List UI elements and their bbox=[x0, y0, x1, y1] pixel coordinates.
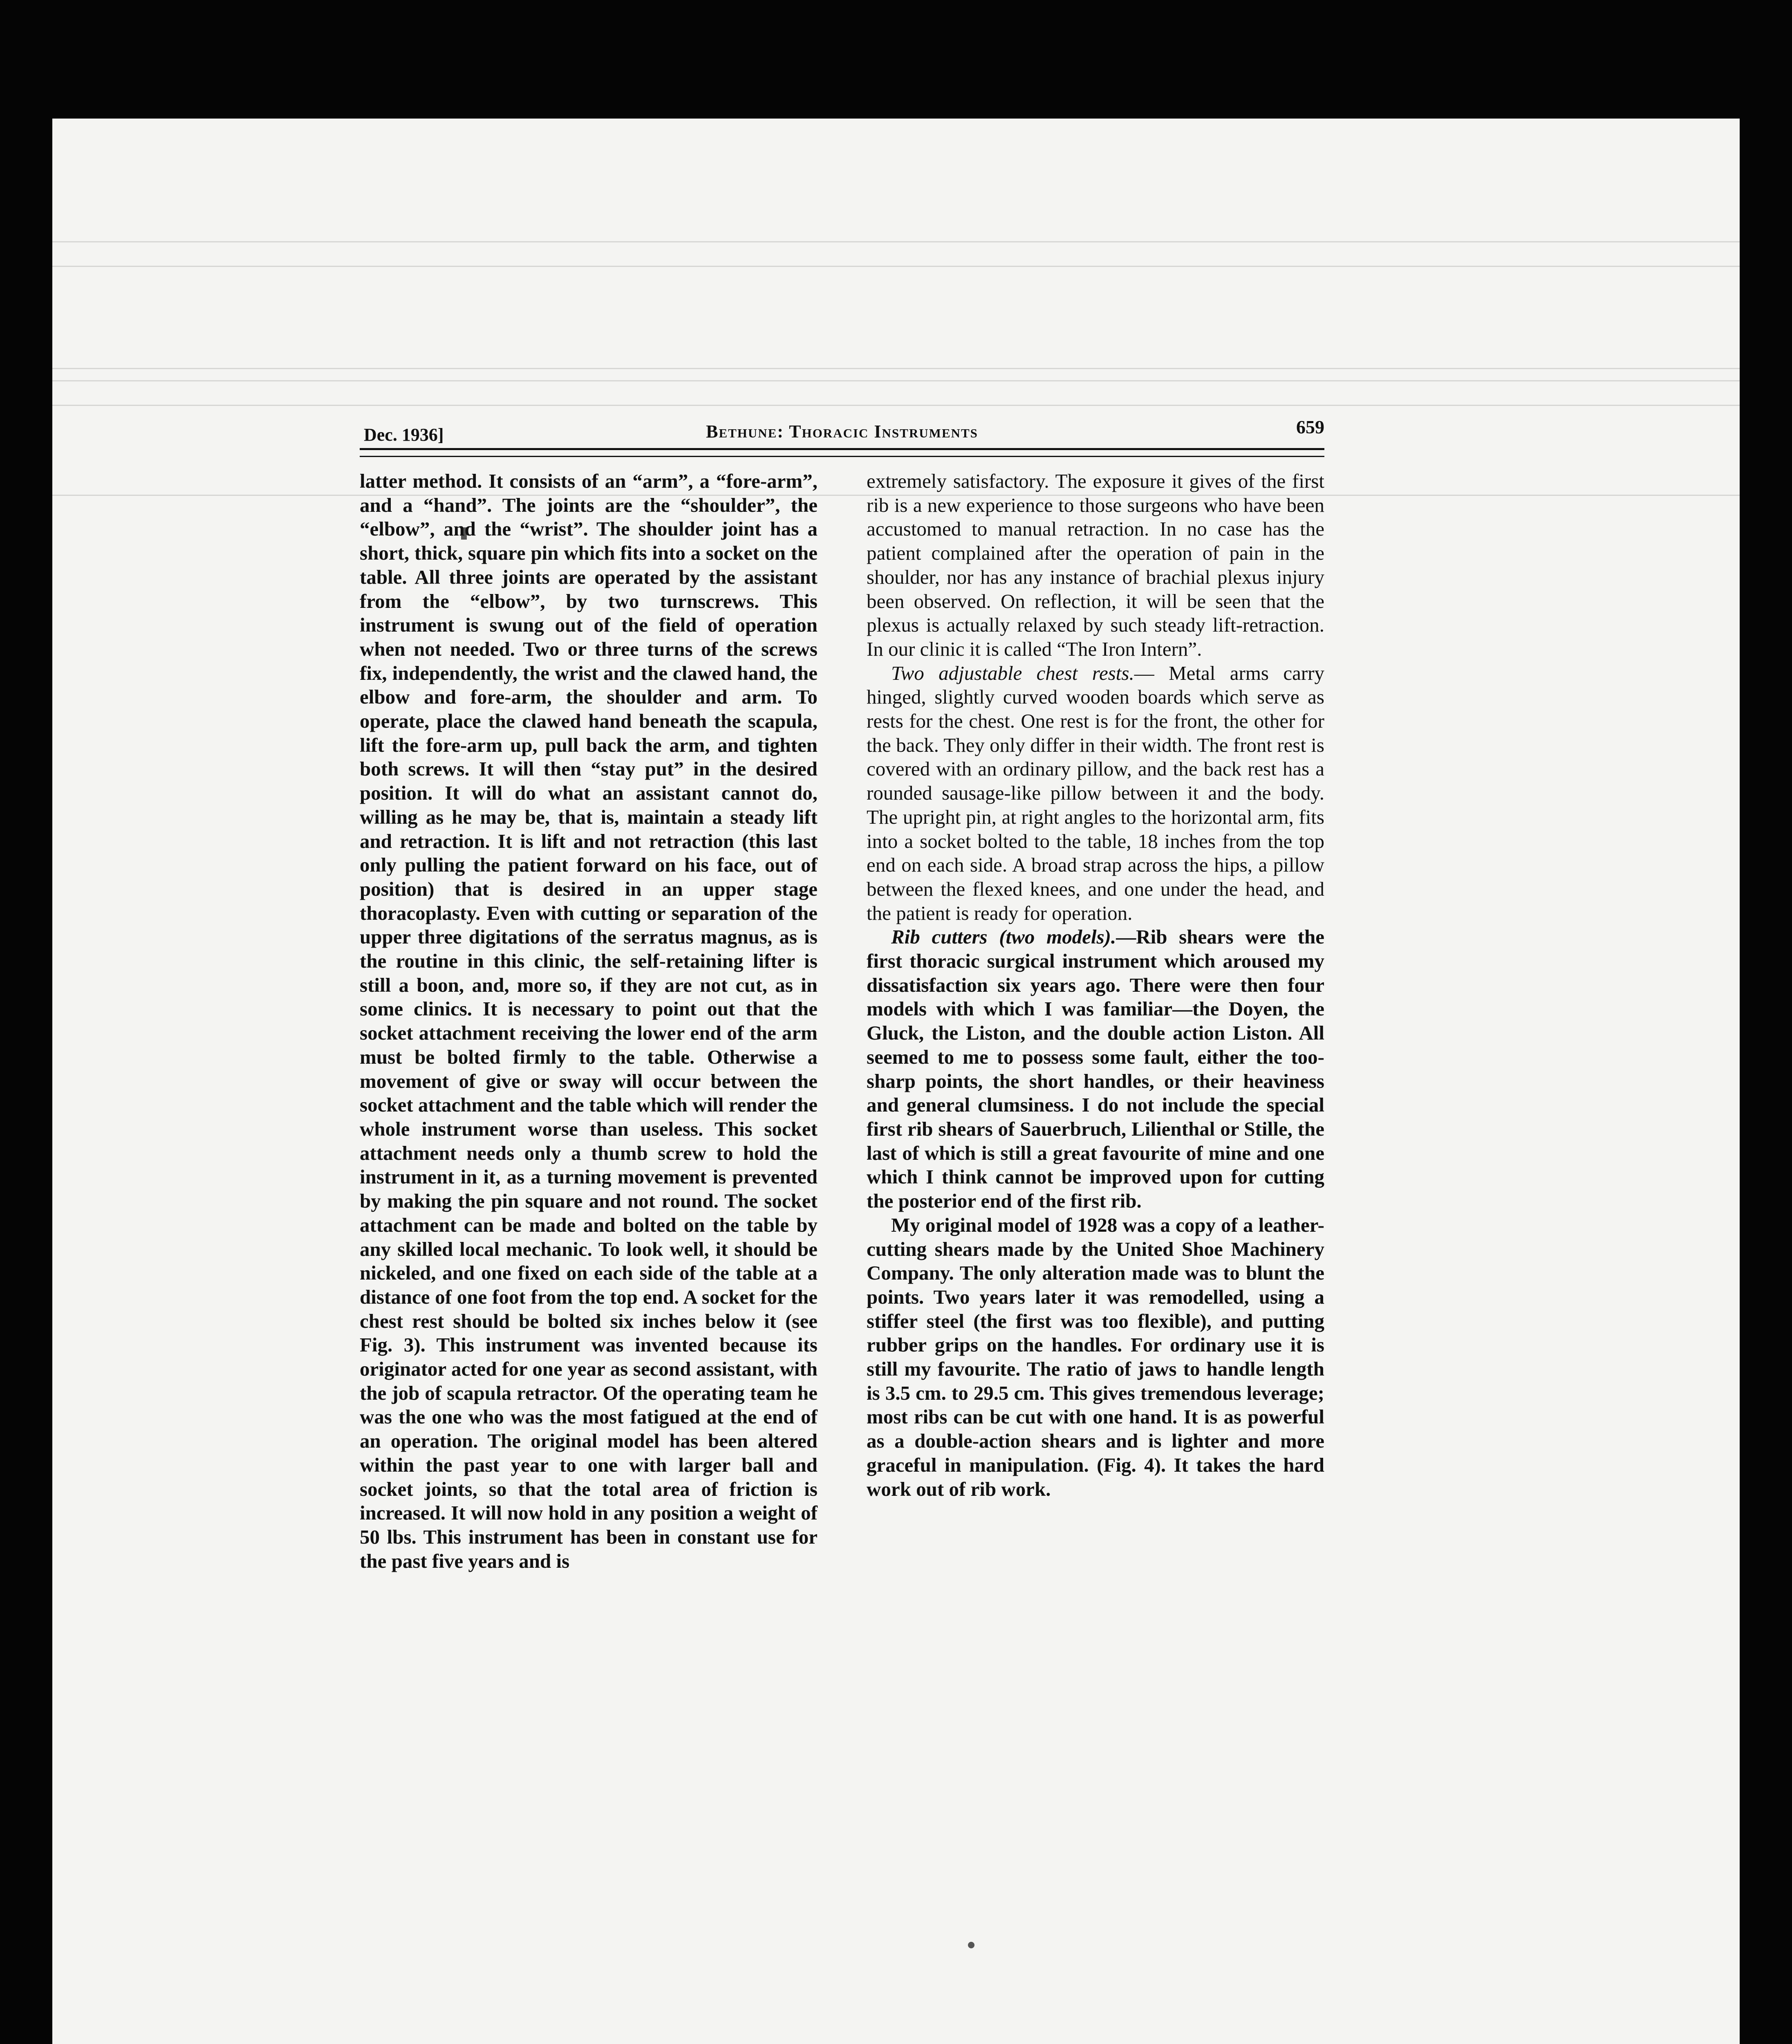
right-paragraph-3 bbox=[867, 925, 1324, 1213]
ink-speck bbox=[968, 1942, 974, 1948]
header-rule bbox=[360, 448, 1324, 457]
scan-artifact-line bbox=[52, 241, 1740, 242]
running-header bbox=[360, 413, 1324, 446]
scan-artifact-line bbox=[52, 405, 1740, 406]
page-number: 659 bbox=[1296, 417, 1324, 437]
journal-page bbox=[360, 413, 1324, 1572]
left-column bbox=[360, 469, 818, 1573]
header-date: Dec. 1936] bbox=[364, 425, 444, 445]
right-column bbox=[867, 469, 1324, 1501]
right-paragraph-2 bbox=[867, 661, 1324, 926]
rib-cutters-text: —Rib shears were the first thoracic surgical instrument which aroused my dissatisfaction six years ago. There were then four models with which I was familiar—the Doyen, the Gluck, the Liston, and the double action Liston. All seemed to me to possess some fault, either the too-sharp points, the short handles, or their heaviness and general clumsiness. I do not include the special first rib shears of Sauerbruch, Lilienthal or Stille, the last of which is still a great favourite of mine and one which I think cannot be improved upon for cutting the posterior end of the first rib. bbox=[867, 926, 1324, 1213]
scan-artifact-line bbox=[52, 380, 1740, 381]
right-paragraph-1: extremely satisfactory. The exposure it gives of the first rib is a new experience to those surgeons who have been accustomed to manual retraction. In no case has the patient complained after the operation of pain in the shoulder, nor has any instance of brachial plexus injury been observed. On reflection, it will be seen that the plexus is actually relaxed by such steady lift-retraction. In our clinic it is called “The Iron Intern”. bbox=[867, 470, 1324, 660]
scan-artifact-line bbox=[52, 266, 1740, 267]
right-paragraph-4: My original model of 1928 was a copy of a leather-cutting shears made by the United Shoe Machinery Company. The only alteration made was to blunt the points. Two years later it was remodelled, using a stiffer steel (the first was too flexible), and putting rubber grips on the handles. For ordinary use it is still my favourite. The ratio of jaws to handle length is 3.5 cm. to 29.5 cm. This gives tremendous leverage; most ribs can be cut with one hand. It is as powerful as a double-action shears and is lighter and more graceful in manipulation. (Fig. 4). It takes the hard work out of rib work. bbox=[867, 1213, 1324, 1500]
rib-cutters-heading: Rib cutters (two models). bbox=[891, 926, 1116, 948]
header-title: Bethune: Thoracic Instruments bbox=[706, 421, 978, 442]
chest-rests-heading: Two adjustable chest rests. bbox=[891, 661, 1134, 684]
left-paragraph: latter method. It consists of an “arm”, a “fore-arm”, and a “hand”. The joints are the “shoulder”, the “elbow”, and the “wrist”. The shoulder joint has a short, thick, square pin which fits into a socket on the table. All three joints are operated by the assistant from the “elbow”, by two turnscrews. This instrument is swung out of the field of operation when not needed. Two or three turns of the screws fix, independently, the wrist and the clawed hand, the elbow and fore-arm, the shoulder and arm. To operate, place the clawed hand beneath the scapula, lift the fore-arm up, pull back the arm, and tighten both screws. It will then “stay put” in the desired position. It will do what an assistant cannot do, willing as he may be, that is, maintain a steady lift and retraction. It is lift and not retraction (this last only pulling the patient forward on his face, out of position) that is desired in an upper stage thoracoplasty. Even with cutting or separation of the upper three digitations of the serratus magnus, as is the routine in this clinic, the self-retaining lifter is still a boon, and, more so, if they are not cut, as in some clinics. It is necessary to point out that the socket attachment receiving the lower end of the arm must be bolted firmly to the table. Otherwise a movement of give or sway will occur between the socket attachment and the table which will render the whole instrument worse than useless. This socket attachment needs only a thumb screw to hold the instrument in it, as a turning movement is prevented by making the pin square and not round. The socket attachment can be made and bolted on the table by any skilled local mechanic. To look well, it should be nickeled, and one fixed on each side of the table at a distance of one foot from the top end. A socket for the chest rest should be bolted six inches below it (see Fig. 3). This instrument was invented because its originator acted for one year as second assistant, with the job of scapula retractor. Of the operating team he was the one who was the most fatigued at the end of an operation. The original model has been altered within the past year to one with larger ball and socket joints, so that the total area of friction is increased. It will now hold in any position a weight of 50 lbs. This instrument has been in constant use for the past five years and is bbox=[360, 470, 818, 1572]
chest-rests-text: — Metal arms carry hinged, slightly curved wooden boards which serve as rests for the chest. One rest is for the front, the other for the back. They only differ in their width. The front rest is covered with an ordinary pillow, and the back rest has a rounded sausage-like pillow between it and the body. The upright pin, at right angles to the horizontal arm, fits into a socket bolted to the table, 18 inches from the top end on each side. A broad strap across the hips, a pillow between the flexed knees, and one under the head, and the patient is ready for operation. bbox=[867, 661, 1324, 924]
scan-artifact-line bbox=[52, 368, 1740, 369]
